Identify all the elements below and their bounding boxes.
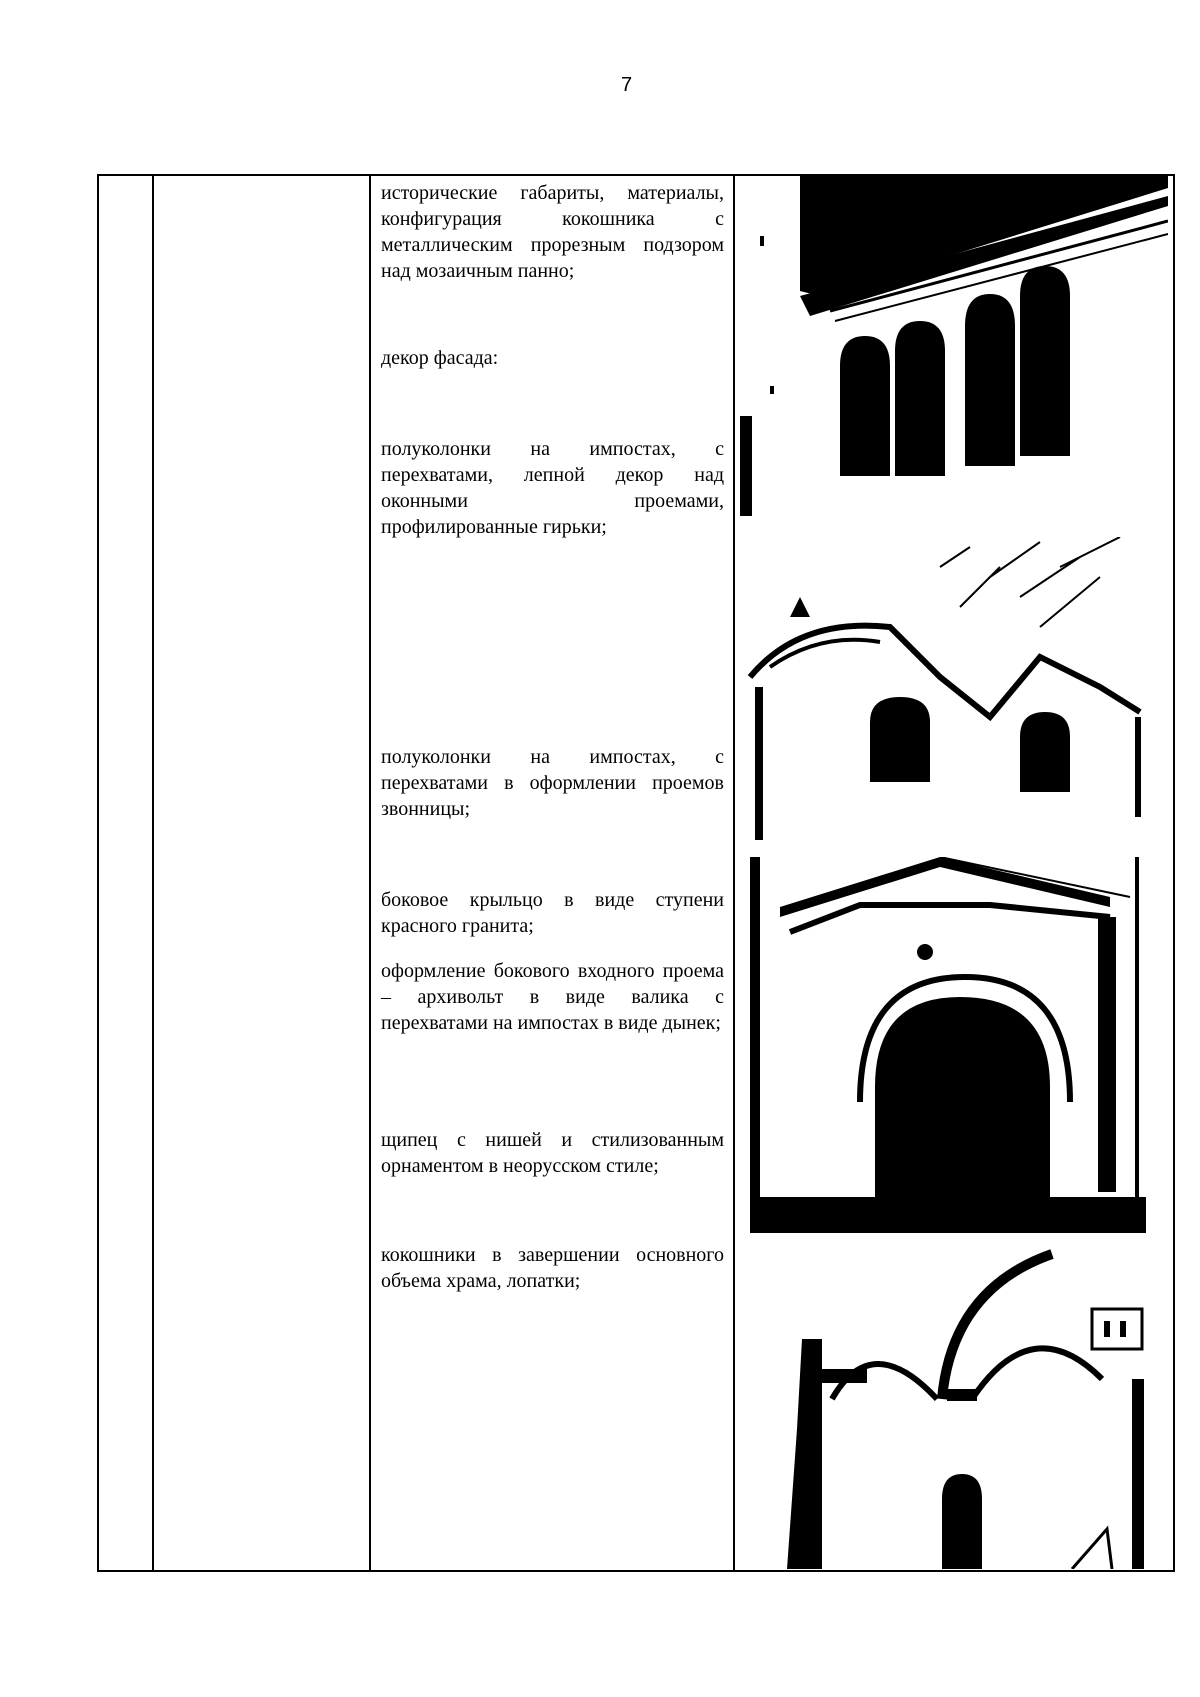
description-side-porch: боковое крыльцо в виде ступени красного гранита; [381,889,724,937]
description-kokoshnik-dimensions: исторические габариты, материалы, конфигурация кокошника с металлическим прорезным подзором над мозаичным панно; [381,182,724,282]
description-half-columns-belfry: полуколонки на импостах, с перехватами в оформлении проемов звонницы; [381,746,724,820]
column-divider [152,176,154,1570]
description-facade-decor: декор фасада: [381,347,499,369]
description-side-entrance: оформление бокового входного проема – архивольт в виде валика с перехватами на импостах в виде дынек; [381,960,724,1034]
column-divider [733,176,735,1570]
description-gable: щипец с нишей и стилизованным орнаментом в неорусском стиле; [381,1129,724,1177]
photo-belfry-openings [740,537,1160,840]
photo-side-entrance [750,857,1146,1233]
page-number: 7 [620,74,633,96]
description-half-columns-windows: полуколонки на импостах, с перехватами, лепной декор над оконными проемами, профилированные гирьки; [381,438,724,538]
column-divider [369,176,371,1570]
photo-facade-windows [740,176,1168,516]
description-kokoshniks-main-volume: кокошники в завершении основного объема храма, лопатки; [381,1244,724,1292]
photo-kokoshniks [752,1249,1152,1569]
